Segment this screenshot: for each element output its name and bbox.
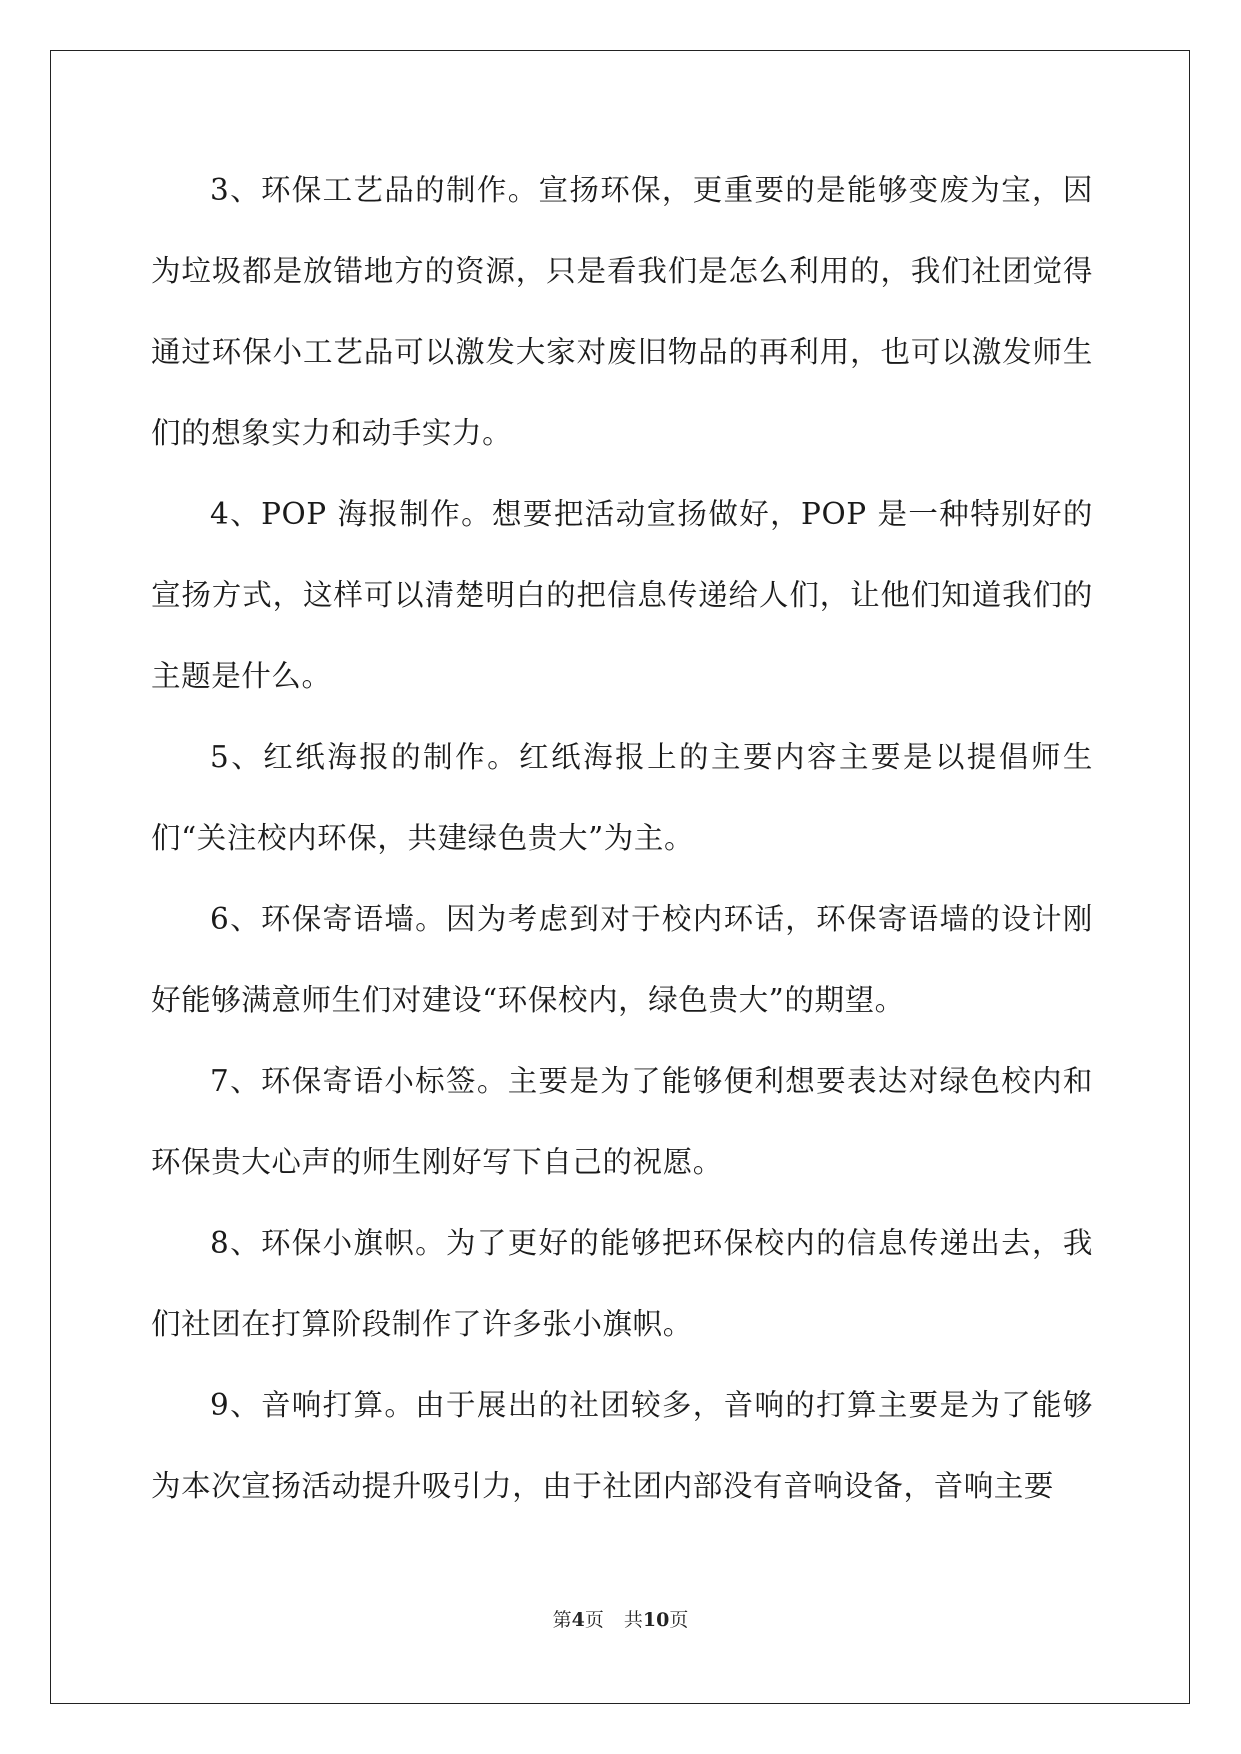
paragraph-item-6: 6、环保寄语墙。因为考虑到对于校内环话，环保寄语墙的设计刚好能够满意师生们对建设“环保校内，绿色贵大”的期望。	[151, 902, 1093, 1017]
paragraph-item-9: 9、音响打算。由于展出的社团较多，音响的打算主要是为了能够为本次宣扬活动提升吸引力，由于社团内部没有音响设备，音响主要	[151, 1388, 1093, 1503]
document-body	[151, 150, 1093, 1527]
paragraph-item-7: 7、环保寄语小标签。主要是为了能够便利想要表达对绿色校内和环保贵大心声的师生刚好写下自己的祝愿。	[151, 1064, 1093, 1179]
footer-prefix: 第	[552, 1609, 572, 1631]
total-pages-number: 10	[642, 1609, 670, 1631]
footer-total-suffix: 页	[669, 1609, 689, 1631]
paragraph-item-5: 5、红纸海报的制作。红纸海报上的主要内容主要是以提倡师生们“关注校内环保，共建绿色贵大”为主。	[151, 740, 1093, 855]
paragraph-item-8: 8、环保小旗帜。为了更好的能够把环保校内的信息传递出去，我们社团在打算阶段制作了许多张小旗帜。	[151, 1226, 1093, 1341]
footer-page-suffix: 页	[584, 1609, 604, 1631]
paragraph-item-4: 4、POP 海报制作。想要把活动宣扬做好，POP 是一种特别好的宣扬方式，这样可以清楚明白的把信息传递给人们，让他们知道我们的主题是什么。	[151, 497, 1093, 693]
current-page-number: 4	[571, 1609, 585, 1631]
paragraph-item-3: 3、环保工艺品的制作。宣扬环保，更重要的是能够变废为宝，因为垃圾都是放错地方的资源，只是看我们是怎么利用的，我们社团觉得通过环保小工艺品可以激发大家对废旧物品的再利用，也可以激发师生们的想象实力和动手实力。	[151, 173, 1093, 450]
page-footer	[0, 1608, 1241, 1632]
footer-total-prefix: 共	[623, 1609, 643, 1631]
